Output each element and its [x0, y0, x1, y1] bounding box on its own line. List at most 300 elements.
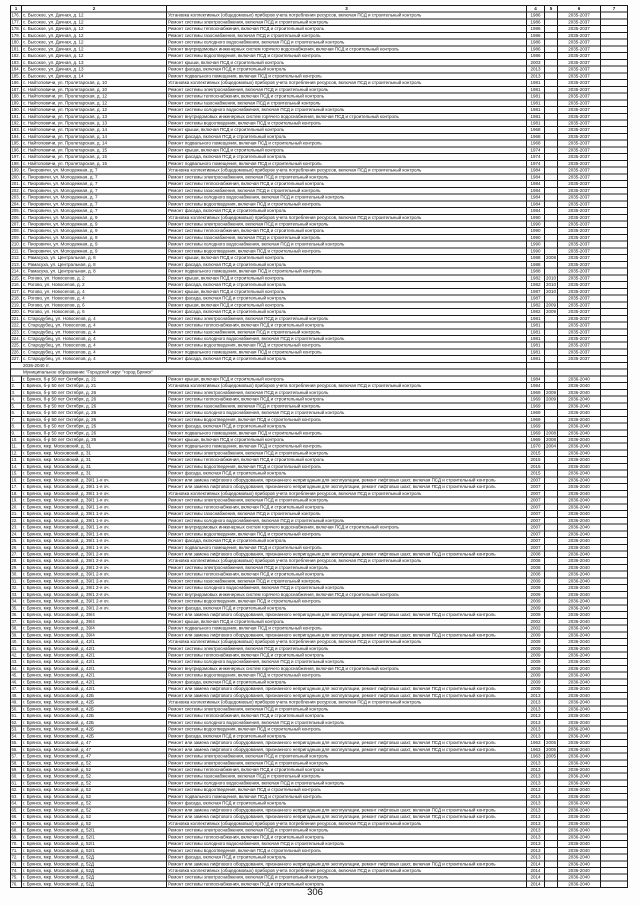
notes-cell — [601, 861, 628, 867]
year-cell: 2007 — [527, 491, 545, 497]
second-year-cell — [545, 679, 558, 685]
year-cell: 2013 — [527, 807, 545, 813]
address-cell: г. Брянск, мкр. Московский, д. 42Б — [22, 733, 167, 739]
work-type-cell: Ремонт подвального помещения, включая ПСД и строительный контроль — [167, 141, 527, 147]
address-cell: г. Брянск, мкр. Московский, д. 39/4 — [22, 612, 167, 618]
empty-cell — [527, 370, 545, 376]
table-row — [11, 181, 628, 188]
table-row — [11, 343, 628, 350]
header-cell-3: 3 — [167, 6, 527, 12]
address-cell: с. Пиоровичи, ул. Молодежная, д. 9 — [22, 215, 167, 221]
notes-cell — [601, 740, 628, 746]
address-cell: с. Рамасуха, ул. Центральная, д. 8 — [22, 269, 167, 275]
year-cell: 1984 — [527, 195, 545, 201]
address-cell: г. Брянск, мкр. Московский, д. 42/1 — [22, 639, 167, 645]
address-cell: с. Пиоровичи, ул. Молодежная, д. 7 — [22, 168, 167, 174]
year-cell: 2009 — [527, 679, 545, 685]
year-cell: 1981 — [527, 87, 545, 93]
table-row — [11, 275, 628, 282]
period-cell: 2036-2040 — [558, 531, 601, 537]
notes-cell — [601, 653, 628, 659]
address-cell: г. Брянск, мкр. Московский, д. 52/1 — [22, 828, 167, 834]
row-number-cell: 76. — [11, 881, 22, 887]
work-type-cell: Ремонт или замена лифтового оборудования, признанного непригодным для эксплуатации, ремонт лифтовых шахт, включая ПСД и строительный контроль — [167, 484, 527, 490]
second-year-cell — [545, 195, 558, 201]
empty-cell — [601, 370, 628, 376]
period-cell: 2036-2040 — [558, 572, 601, 578]
table-row — [11, 632, 628, 639]
table-row — [11, 120, 628, 127]
year-cell: 2013 — [527, 727, 545, 733]
work-type-cell: Ремонт или замена лифтового оборудования, признанного непригодным для эксплуатации, ремонт лифтовых шахт, включая ПСД и строительный контроль — [167, 693, 527, 699]
address-cell: с. Пиоровичи, ул. Молодежная, д. 9 — [22, 228, 167, 234]
notes-cell — [601, 814, 628, 820]
period-cell: 2035-2037 — [558, 53, 601, 59]
work-type-cell: Ремонт внутридомовых инженерных систем горячего водоснабжения, включая ПСД и строительный контроль — [167, 46, 527, 52]
row-number-cell: 40. — [11, 639, 22, 645]
year-cell: 1969 — [527, 417, 545, 423]
second-year-cell — [545, 208, 558, 214]
year-cell: 1984 — [527, 174, 545, 180]
address-cell: с. Пиоровичи, ул. Молодежная, д. 7 — [22, 201, 167, 207]
work-type-cell: Ремонт внутридомовых инженерных систем горячего водоснабжения, включая ПСД и строительный контроль — [167, 666, 527, 672]
second-year-cell — [545, 727, 558, 733]
period-cell: 2035-2037 — [558, 13, 601, 19]
notes-cell — [601, 760, 628, 766]
table-row — [11, 450, 628, 457]
work-type-cell: Ремонт подвального помещения, включая ПСД и строительный контроль — [167, 349, 527, 355]
second-year-cell — [545, 134, 558, 140]
year-cell: 1969 — [527, 430, 545, 436]
second-year-cell — [545, 114, 558, 120]
period-cell: 2036-2040 — [558, 626, 601, 632]
row-number-cell: 50. — [11, 706, 22, 712]
row-number-cell: 214. — [11, 269, 22, 275]
second-year-cell — [545, 828, 558, 834]
second-year-cell — [545, 181, 558, 187]
row-number-cell: 19. — [11, 498, 22, 504]
address-cell: г. Брянск, мкр. Московский, д. 39/4 — [22, 619, 167, 625]
address-cell: г. Брянск, мкр. Московский, д. 52 — [22, 807, 167, 813]
second-year-cell — [545, 80, 558, 86]
row-number-cell: 222. — [11, 323, 22, 329]
table-row — [11, 127, 628, 134]
table-row — [11, 430, 628, 437]
row-number-cell: 227. — [11, 356, 22, 362]
work-type-cell: Ремонт или замена лифтового оборудования, признанного непригодным для эксплуатации, ремонт лифтовых шахт, включая ПСД и строительный контроль — [167, 807, 527, 813]
table-row — [11, 201, 628, 208]
address-cell: г. Брянск, мкр. Московский, д. 31 — [22, 471, 167, 477]
notes-cell — [601, 275, 628, 281]
address-cell: г. Брянск, мкр. Московский, д. 31 — [22, 450, 167, 456]
row-number-cell: 57. — [11, 754, 22, 760]
period-cell: 2035-2037 — [558, 26, 601, 32]
address-cell: г. Брянск, мкр. Московский, д. 52 — [22, 801, 167, 807]
second-year-cell — [545, 141, 558, 147]
address-cell: с. Стародубец, ул. Новоселов, д. 4 — [22, 316, 167, 322]
second-year-cell — [545, 329, 558, 335]
year-cell: 2002 — [527, 619, 545, 625]
notes-cell — [601, 397, 628, 403]
work-type-cell: Ремонт системы электроснабжения, включая ПСД и строительный контроль — [167, 706, 527, 712]
year-cell: 1981 — [527, 343, 545, 349]
address-cell: с. Рогово, ул. Новоселов, д. 6 — [22, 302, 167, 308]
row-number-cell: 191. — [11, 114, 22, 120]
address-cell: с. Стародубец, ул. Новоселов, д. 4 — [22, 356, 167, 362]
notes-cell — [601, 343, 628, 349]
table-row — [11, 801, 628, 808]
work-type-cell: Ремонт системы теплоснабжения, включая ПСД и строительный контроль — [167, 713, 527, 719]
address-cell: с. Найтоповичи, ул. Пролетарская, д. 15 — [22, 147, 167, 153]
notes-cell — [601, 309, 628, 315]
address-cell: г. Брянск, мкр. Московский, д. 39/1 1-я оч. — [22, 525, 167, 531]
notes-cell — [601, 154, 628, 160]
work-type-cell: Ремонт системы холодного водоснабжения, включая ПСД и строительный контроль — [167, 40, 527, 46]
address-cell: с. Пиоровичи, ул. Молодежная, д. 9 — [22, 222, 167, 228]
second-year-cell — [545, 356, 558, 362]
table-row — [11, 309, 628, 316]
work-type-cell: Ремонт системы теплоснабжения, включая ПСД и строительный контроль — [167, 181, 527, 187]
table-row — [11, 424, 628, 431]
year-cell: 2007 — [527, 525, 545, 531]
work-type-cell: Ремонт системы водоотведения, включая ПСД и строительный контроль — [167, 531, 527, 537]
table-row — [11, 80, 628, 87]
second-year-cell — [545, 545, 558, 551]
year-cell: 2015 — [527, 464, 545, 470]
year-cell: 2013 — [527, 693, 545, 699]
year-cell: 1990 — [527, 222, 545, 228]
year-cell: 2008 — [527, 565, 545, 571]
period-cell: 2036-2040 — [558, 673, 601, 679]
period-cell: 2035-2037 — [558, 208, 601, 214]
table-row — [11, 242, 628, 249]
work-type-cell: Ремонт системы газоснабжения, включая ПСД и строительный контроль — [167, 511, 527, 517]
second-year-cell — [545, 565, 558, 571]
row-number-cell: 46. — [11, 679, 22, 685]
period-cell: 2036-2040 — [558, 679, 601, 685]
row-number-cell: 72. — [11, 855, 22, 861]
row-number-cell: 59. — [11, 767, 22, 773]
period-cell: 2036-2040 — [558, 444, 601, 450]
work-type-cell: Установка коллективных (общедомовых) приборов учета потребления ресурсов, включая ПСД и строительный контроль — [167, 215, 527, 221]
second-year-cell — [545, 168, 558, 174]
table-row — [11, 60, 628, 67]
address-cell: г. Брянск, б-р 50 лет Октября, д. 26 — [22, 424, 167, 430]
row-number-cell: 35. — [11, 605, 22, 611]
row-number-cell: 29. — [11, 565, 22, 571]
second-year-cell: 2008 — [545, 430, 557, 436]
table-row — [11, 538, 628, 545]
notes-cell — [601, 754, 628, 760]
year-cell: 2009 — [527, 639, 545, 645]
table-row — [11, 477, 628, 484]
notes-cell — [601, 646, 628, 652]
period-cell: 2035-2037 — [558, 215, 601, 221]
address-cell: с. Рогово, ул. Новоселов, д. 6 — [22, 309, 167, 315]
year-cell: 1984 — [527, 383, 545, 389]
notes-cell — [601, 518, 628, 524]
row-number-cell: 189. — [11, 100, 22, 106]
address-cell: г. Брянск, б-р 50 лет Октября, д. 26 — [22, 397, 167, 403]
second-year-cell — [545, 794, 558, 800]
table-row — [11, 13, 628, 20]
second-year-cell — [545, 875, 558, 881]
address-cell: г. Брянск, мкр. Московский, д. 47 — [22, 747, 167, 753]
table-row — [11, 828, 628, 835]
work-type-cell: Ремонт фасада, включая ПСД и строительный контроль — [167, 356, 527, 362]
table-row — [11, 316, 628, 323]
table-row — [11, 855, 628, 862]
period-cell: 2035-2037 — [558, 114, 601, 120]
address-cell: г. Брянск, мкр. Московский, д. 47 — [22, 754, 167, 760]
table-row — [11, 612, 628, 619]
notes-cell — [601, 94, 628, 100]
row-number-cell: 211. — [11, 248, 22, 254]
work-type-cell: Ремонт системы газоснабжения, включая ПСД и строительный контроль — [167, 329, 527, 335]
work-type-cell: Ремонт или замена лифтового оборудования, признанного непригодным для эксплуатации, ремонт лифтовых шахт, включая ПСД и строительный контроль — [167, 814, 527, 820]
notes-cell — [601, 450, 628, 456]
second-year-cell — [545, 551, 558, 557]
notes-cell — [601, 255, 628, 261]
table-row — [11, 740, 628, 747]
year-cell: 2013 — [527, 828, 545, 834]
year-cell: 1981 — [527, 80, 545, 86]
second-year-cell — [545, 19, 558, 25]
notes-cell — [601, 120, 628, 126]
header-cell-4: 4 — [527, 6, 545, 12]
municipality-heading-row — [11, 370, 628, 377]
year-cell: 2009 — [527, 599, 545, 605]
year-cell: 2013 — [527, 834, 545, 840]
row-number-cell: 14. — [11, 464, 22, 470]
address-cell: г. Брянск, б-р 50 лет Октября, д. 21 — [22, 376, 167, 382]
notes-cell — [601, 834, 628, 840]
table-row — [11, 174, 628, 181]
work-type-cell: Установка коллективных (общедомовых) приборов учета потребления ресурсов, включая ПСД и строительный контроль — [167, 868, 527, 874]
address-cell: с. Стародубец, ул. Новоселов, д. 4 — [22, 323, 167, 329]
row-number-cell: 196. — [11, 147, 22, 153]
second-year-cell — [545, 46, 558, 52]
table-row — [11, 464, 628, 471]
address-cell: г. Брянск, мкр. Московский, д. 42/1 — [22, 653, 167, 659]
row-number-cell: 33. — [11, 592, 22, 598]
notes-cell — [601, 26, 628, 32]
row-number-cell: 36. — [11, 612, 22, 618]
notes-cell — [601, 349, 628, 355]
year-cell: 2015 — [527, 471, 545, 477]
work-type-cell: Ремонт системы газоснабжения, включая ПСД и строительный контроль — [167, 235, 527, 241]
notes-cell — [601, 720, 628, 726]
empty-cell — [558, 370, 601, 376]
address-cell: г. Брянск, мкр. Московский, д. 52Д — [22, 855, 167, 861]
row-number-cell: 49. — [11, 700, 22, 706]
year-cell: 2013 — [527, 774, 545, 780]
period-cell: 2036-2040 — [558, 646, 601, 652]
work-type-cell: Ремонт фасада, включая ПСД и строительный контроль — [167, 424, 527, 430]
work-type-cell: Ремонт системы водоотведения, включая ПСД и строительный контроль — [167, 673, 527, 679]
notes-cell — [601, 46, 628, 52]
row-number-cell: 67. — [11, 821, 22, 827]
second-year-cell — [545, 235, 558, 241]
work-type-cell: Ремонт или замена лифтового оборудования, признанного непригодным для эксплуатации, ремонт лифтовых шахт, включая ПСД и строительный контроль — [167, 740, 527, 746]
table-row — [11, 188, 628, 195]
notes-cell — [601, 477, 628, 483]
notes-cell — [601, 262, 628, 268]
row-number-cell: 34. — [11, 599, 22, 605]
notes-cell — [601, 767, 628, 773]
row-number-cell: 63. — [11, 794, 22, 800]
period-cell: 2035-2037 — [558, 40, 601, 46]
year-cell: 2008 — [527, 558, 545, 564]
second-year-cell: 2010 — [545, 282, 557, 288]
work-type-cell: Установка коллективных (общедомовых) приборов учета потребления ресурсов, включая ПСД и строительный контроль — [167, 700, 527, 706]
row-number-cell: 190. — [11, 107, 22, 113]
address-cell: с. Высокое, ул. Дачная, д. 12 — [22, 40, 167, 46]
table-row — [11, 195, 628, 202]
row-number-cell: 177. — [11, 19, 22, 25]
period-cell: 2036-2040 — [558, 383, 601, 389]
table-row — [11, 323, 628, 330]
year-cell: 2013 — [527, 855, 545, 861]
table-row — [11, 457, 628, 464]
year-cell: 2007 — [527, 538, 545, 544]
period-cell: 2035-2037 — [558, 154, 601, 160]
second-year-cell — [545, 760, 558, 766]
work-type-cell: Ремонт системы водоотведения, включая ПСД и строительный контроль — [167, 343, 527, 349]
row-number-cell: 42. — [11, 653, 22, 659]
table-row — [11, 397, 628, 404]
second-year-cell — [545, 174, 558, 180]
year-cell: 1987 — [527, 289, 545, 295]
notes-cell — [601, 545, 628, 551]
address-cell: г. Брянск, мкр. Московский, д. 42/1 — [22, 673, 167, 679]
second-year-cell: 2010 — [545, 275, 557, 281]
table-row — [11, 100, 628, 107]
address-cell: с. Найтоповичи, ул. Пролетарская, д. 13 — [22, 120, 167, 126]
year-cell: 1990 — [527, 242, 545, 248]
address-cell: г. Брянск, мкр. Московский, д. 42/1 — [22, 646, 167, 652]
notes-cell — [601, 33, 628, 39]
work-type-cell: Ремонт системы теплоснабжения, включая ПСД и строительный контроль — [167, 881, 527, 887]
address-cell: г. Брянск, мкр. Московский, д. 39/1 1-я оч. — [22, 511, 167, 517]
work-type-cell: Ремонт подвального помещения, включая ПСД и строительный контроль — [167, 430, 527, 436]
address-cell: с. Рамасуха, ул. Центральная, д. 8 — [22, 255, 167, 261]
period-cell: 2035-2037 — [558, 329, 601, 335]
year-cell: 2007 — [527, 531, 545, 537]
notes-cell — [601, 578, 628, 584]
work-type-cell: Ремонт подвального помещения, включая ПСД и строительный контроль — [167, 73, 527, 79]
address-cell: г. Брянск, мкр. Московский, д. 52 — [22, 767, 167, 773]
period-cell: 2036-2040 — [558, 841, 601, 847]
second-year-cell — [545, 801, 558, 807]
second-year-cell — [545, 107, 558, 113]
period-cell: 2035-2037 — [558, 336, 601, 342]
table-row — [11, 161, 628, 168]
second-year-cell — [545, 471, 558, 477]
year-cell: 2013 — [527, 767, 545, 773]
address-cell: с. Найтоповичи, ул. Пролетарская, д. 14 — [22, 141, 167, 147]
row-number-cell: 195. — [11, 141, 22, 147]
work-type-cell: Ремонт системы холодного водоснабжения, включая ПСД и строительный контроль — [167, 195, 527, 201]
work-type-cell: Ремонт системы газоснабжения, включая ПСД и строительный контроль — [167, 403, 527, 409]
table-row — [11, 774, 628, 781]
year-cell: 2009 — [527, 686, 545, 692]
year-cell: 1984 — [527, 188, 545, 194]
year-cell: 1988 — [527, 269, 545, 275]
table-row — [11, 235, 628, 242]
second-year-cell — [545, 477, 558, 483]
row-number-cell: 47. — [11, 686, 22, 692]
year-cell: 1969 — [527, 390, 545, 396]
second-year-cell: 2008 — [545, 437, 557, 442]
address-cell: с. Пиоровичи, ул. Молодежная, д. 7 — [22, 188, 167, 194]
notes-cell — [601, 828, 628, 834]
period-cell: 2036-2040 — [558, 511, 601, 517]
notes-cell — [601, 336, 628, 342]
second-year-cell — [545, 700, 558, 706]
address-cell: с. Найтоповичи, ул. Пролетарская, д. 14 — [22, 134, 167, 140]
address-cell: с. Найтоповичи, ул. Пролетарская, д. 15 — [22, 161, 167, 167]
period-cell: 2036-2040 — [558, 484, 601, 490]
period-cell: 2036-2040 — [558, 747, 601, 753]
year-cell: 2013 — [527, 700, 545, 706]
period-cell: 2036-2040 — [558, 430, 601, 436]
address-cell: г. Брянск, мкр. Московский, д. 42Б — [22, 720, 167, 726]
table-row — [11, 376, 628, 383]
address-cell: г. Брянск, мкр. Московский, д. 39/1 1-я оч. — [22, 518, 167, 524]
row-number-cell: 28. — [11, 558, 22, 564]
address-cell: с. Пиоровичи, ул. Молодежная, д. 7 — [22, 208, 167, 214]
year-cell: 1986 — [527, 40, 545, 46]
address-cell: с. Высокое, ул. Дачная, д. 14 — [22, 73, 167, 79]
row-number-cell: 223. — [11, 329, 22, 335]
work-type-cell: Установка коллективных (общедомовых) приборов учета потребления ресурсов, включая ПСД и строительный контроль — [167, 639, 527, 645]
year-cell: 1984 — [527, 181, 545, 187]
address-cell: г. Брянск, мкр. Московский, д. 52 — [22, 814, 167, 820]
table-row — [11, 134, 628, 141]
period-cell: 2036-2040 — [558, 868, 601, 874]
notes-cell — [601, 632, 628, 638]
year-cell: 1968 — [527, 141, 545, 147]
second-year-cell — [545, 821, 558, 827]
row-number-cell: 48. — [11, 693, 22, 699]
row-number-cell: 54. — [11, 733, 22, 739]
notes-cell — [601, 222, 628, 228]
year-cell: 1968 — [527, 134, 545, 140]
work-type-cell: Ремонт системы теплоснабжения, включая ПСД и строительный контроль — [167, 504, 527, 510]
work-type-cell: Ремонт системы теплоснабжения, включая ПСД и строительный контроль — [167, 26, 527, 32]
row-number-cell: 66. — [11, 814, 22, 820]
second-year-cell — [545, 706, 558, 712]
period-cell: 2035-2037 — [558, 255, 601, 261]
notes-cell — [601, 67, 628, 73]
table-row — [11, 706, 628, 713]
year-cell: 2014 — [527, 868, 545, 874]
year-cell: 1986 — [527, 26, 545, 32]
address-cell: г. Брянск, б-р 50 лет Октября, д. 26 — [22, 390, 167, 396]
notes-cell — [601, 706, 628, 712]
year-cell: 1986 — [527, 33, 545, 39]
address-cell: г. Брянск, мкр. Московский, д. 39/4 — [22, 626, 167, 632]
second-year-cell — [545, 53, 558, 59]
address-cell: г. Брянск, мкр. Московский, д. 31 — [22, 444, 167, 450]
period-cell: 2035-2037 — [558, 120, 601, 126]
period-cell: 2035-2037 — [558, 309, 601, 315]
notes-cell — [601, 323, 628, 329]
work-type-cell: Ремонт крыши, включая ПСД и строительный контроль — [167, 619, 527, 625]
work-type-cell: Ремонт внутридомовых инженерных систем горячего водоснабжения, включая ПСД и строительный контроль — [167, 592, 527, 598]
address-cell: г. Брянск, мкр. Московский, д. 39/1 2-я оч. — [22, 605, 167, 611]
